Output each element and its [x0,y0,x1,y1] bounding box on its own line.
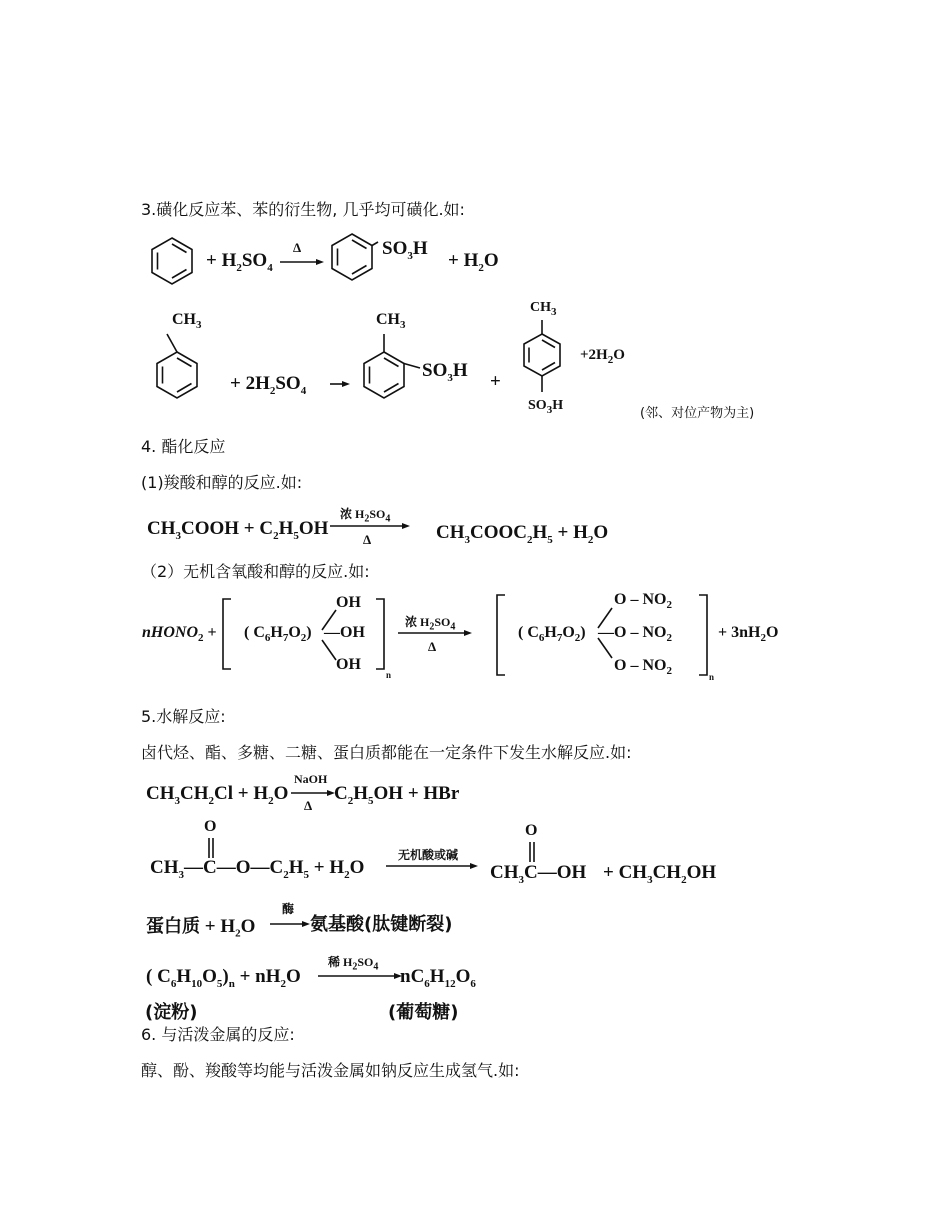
eq8-glucose-label: (葡萄糖) [388,1002,459,1023]
eq6-product-carbonyl-o: O [525,822,538,839]
eq6-ethanol: + $CH_3CH_2OH$ [603,862,717,886]
reaction-arrow-icon [270,920,310,928]
eq8-condition-top: 稀 $H_2SO_4$ [328,955,379,973]
para-product-ring-icon [520,318,564,398]
eq4-oh-top: OH [336,594,361,611]
left-bracket-open-icon [222,598,232,670]
eq3-products: $CH_3COOC_2H_5 + H_2O$ [436,522,609,546]
eq6-condition-top: 无机酸或碱 [398,848,459,862]
eq5-condition-top: NaOH [294,772,328,786]
eq7-reactant: 蛋白质 + $H_2O$ [146,916,256,940]
reaction-arrow-icon [280,258,324,266]
reaction-arrow-icon [330,522,410,530]
eq2-ch3-label: $CH_3$ [172,311,202,332]
eq4-no2-bottom: O – $NO_2$ [614,657,672,678]
section-6-desc: 醇、酚、羧酸等均能与活泼金属如钠反应生成氢气.如: [141,1061,520,1080]
eq3-condition-top: 浓 $H_2SO_4$ [340,507,391,525]
section-5-title: 5.水解反应: [141,707,226,726]
eq1-condition: Δ [293,240,302,255]
reaction-arrow-icon [398,629,472,637]
eq6-carbonyl-o: O [204,818,217,835]
eq3-condition-bottom: Δ [363,532,372,547]
eq5-products: $C_2H_5OH$ + HBr [334,783,460,807]
eq5-condition-bottom: Δ [304,798,313,813]
eq2-plus: + [490,371,501,392]
section-4-title: 4. 酯化反应 [141,437,226,456]
carbonyl-double-bond-icon [206,838,216,858]
section-4-sub2: （2）无机含氧酸和醇的反应.如: [141,562,370,581]
eq8-glucose: $nC_6H_{12}O_6$ [400,966,476,990]
eq7-product: 氨基酸(肽键断裂) [310,914,453,935]
eq5-reactants: $CH_3CH_2Cl + H_2O$ [146,783,289,807]
eq4-condition-top: 浓 $H_2SO_4$ [405,615,456,633]
eq4-oh-bottom: OH [336,656,361,673]
eq6-ester: $CH_3—C—O—C_2H_5 + H_2O$ [150,857,365,881]
right-bracket-open-icon [496,594,506,676]
eq2-reactant: + $2H_2SO_4$ [230,373,307,397]
benzenesulfonic-ring-icon [330,232,378,282]
eq8-starch-label: (淀粉) [145,1002,198,1023]
eq2-ortho-so3h: $SO_3H$ [422,360,468,384]
eq1-water: + $H_2O$ [448,250,499,274]
section-4-sub1: (1)羧酸和醇的反应.如: [141,473,303,492]
reaction-arrow-icon [291,789,335,797]
reaction-arrow-icon [318,972,402,980]
eq3-reactants: $CH_3COOH + C_2H_5OH$ [147,518,329,542]
eq2-para-so3h: $SO_3H$ [528,398,564,416]
eq4-product-unit: ( $C_6H_7O_2$) [518,624,586,645]
eq1-reactant: + $H_2SO_4$ [206,250,273,274]
benzene-ring-icon [150,236,194,286]
eq2-para-ch3: $CH_3$ [530,300,557,318]
eq4-cellulose-unit: ( $C_6H_7O_2$) [244,624,312,645]
eq4-no2-top: O – $NO_2$ [614,591,672,612]
section-6-title: 6. 与活泼金属的反应: [141,1025,295,1044]
eq2-note: (邻、对位产物为主) [640,406,755,421]
reaction-arrow-icon [330,380,350,388]
reaction-arrow-icon [386,862,478,870]
section-3-title: 3.磺化反应苯、苯的衍生物, 几乎均可磺化.如: [141,200,465,219]
eq4-condition-bottom: Δ [428,639,437,654]
eq4-n-left: n [386,670,392,680]
carbonyl-double-bond-icon [527,842,537,862]
eq4-nitric-acid: nHONO$_2$ + [142,624,217,645]
eq1-so3h-group: $SO_3H$ [382,238,428,262]
section-5-desc: 卤代烃、酯、多糖、二糖、蛋白质都能在一定条件下发生水解反应.如: [141,743,632,762]
eq4-no2-middle: —O – $NO_2$ [598,624,672,645]
eq4-water: + $3nH_2O$ [718,624,779,645]
ortho-product-ring-icon [362,330,420,410]
eq6-acid: $CH_3C—OH$ [490,862,587,886]
eq8-starch: ( $C_6H_{10}O_5)_n + nH_2O$ [146,966,301,990]
eq4-oh-middle: —OH [324,624,365,641]
eq2-water: $+2H_2O$ [580,347,625,366]
right-bracket-close-icon [698,594,708,676]
left-bracket-close-icon [375,598,385,670]
eq4-n-right: n [709,672,715,682]
toluene-ring-icon [155,330,201,410]
eq7-condition-top: 酶 [282,902,295,916]
eq2-ortho-ch3: $CH_3$ [376,311,406,332]
